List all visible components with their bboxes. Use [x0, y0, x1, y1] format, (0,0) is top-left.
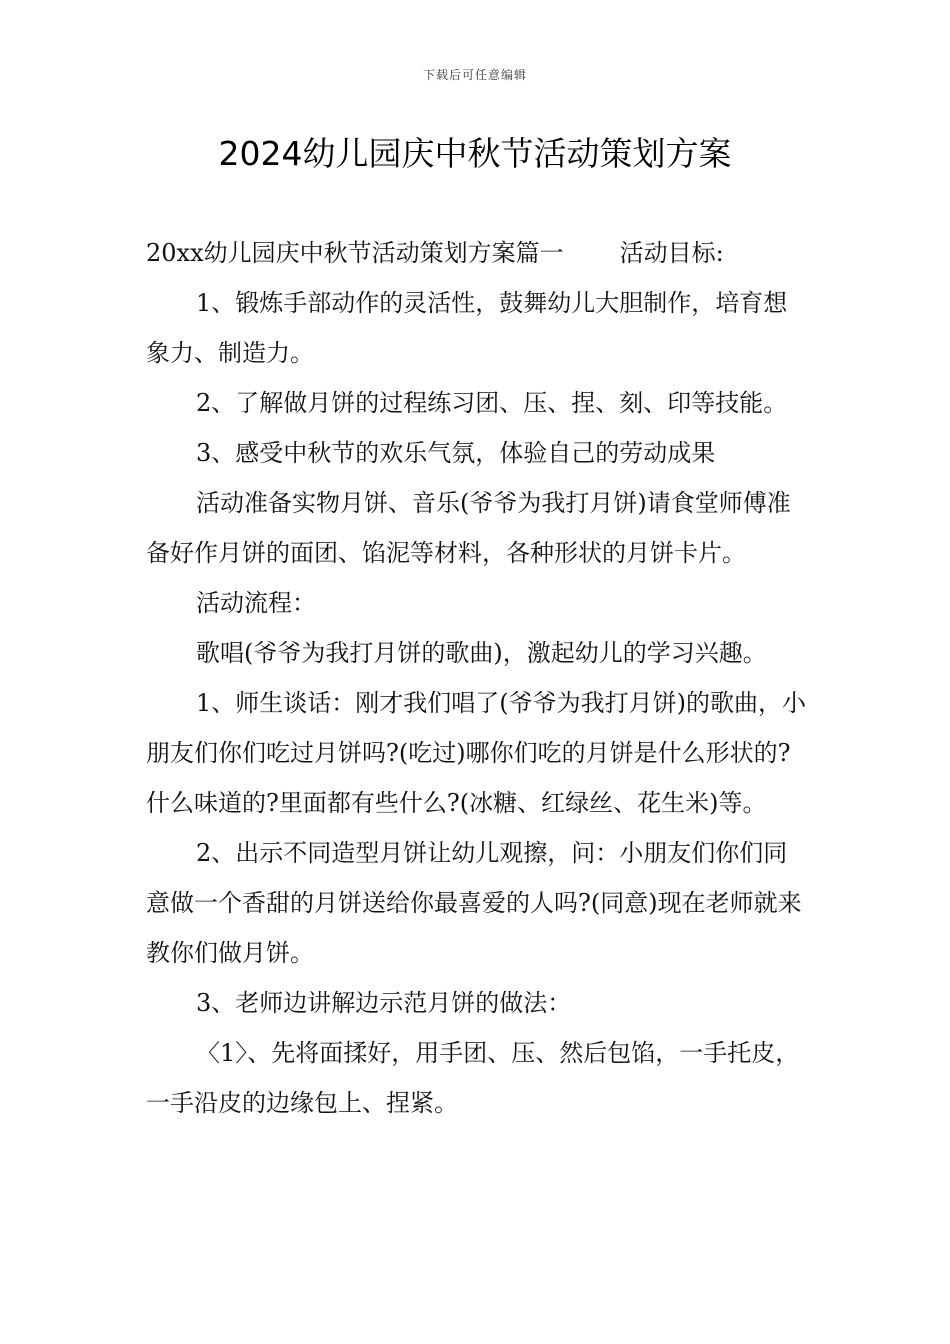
paragraph: 活动准备实物月饼、音乐(爷爷为我打月饼)请食堂师傅准备好作月饼的面团、馅泥等材料，各种形状的月饼卡片。 [146, 489, 791, 567]
paragraph: 歌唱(爷爷为我打月饼的歌曲)，激起幼儿的学习兴趣。 [196, 639, 767, 667]
paragraph: 3、感受中秋节的欢乐气氛，体验自己的劳动成果 [196, 439, 716, 467]
paragraph: 1、师生谈话：刚才我们唱了(爷爷为我打月饼)的歌曲，小朋友们你们吃过月饼吗?(吃过)哪你们吃的月饼是什么形状的?什么味道的?里面都有些什么?(冰糖、红绿丝、花生米)等。 [146, 689, 806, 817]
document-body [146, 228, 811, 1128]
paragraph: 1、锻炼手部动作的灵活性，鼓舞幼儿大胆制作，培育想象力、制造力。 [146, 289, 788, 367]
paragraph: 活动流程： [196, 589, 316, 617]
paragraph: 2、了解做月饼的过程练习团、压、捏、刻、印等技能。 [196, 389, 788, 417]
intro-line [146, 228, 811, 278]
document-title: 2024幼儿园庆中秋节活动策划方案 [218, 134, 732, 173]
goal-label: 活动目标: [619, 239, 724, 267]
paragraph: 2、出示不同造型月饼让幼儿观擦，问：小朋友们你们同意做一个香甜的月饼送给你最喜爱的人吗?(同意)现在老师就来教你们做月饼。 [146, 839, 802, 967]
paragraph: 〈1〉、先将面揉好，用手团、压、然后包馅，一手托皮，一手沿皮的边缘包上、捏紧。 [146, 1039, 800, 1117]
intro-heading: 20xx幼儿园庆中秋节活动策划方案篇一 [146, 239, 564, 267]
header-note: 下载后可任意编辑 [422, 68, 527, 82]
paragraph: 3、老师边讲解边示范月饼的做法： [196, 989, 572, 1017]
